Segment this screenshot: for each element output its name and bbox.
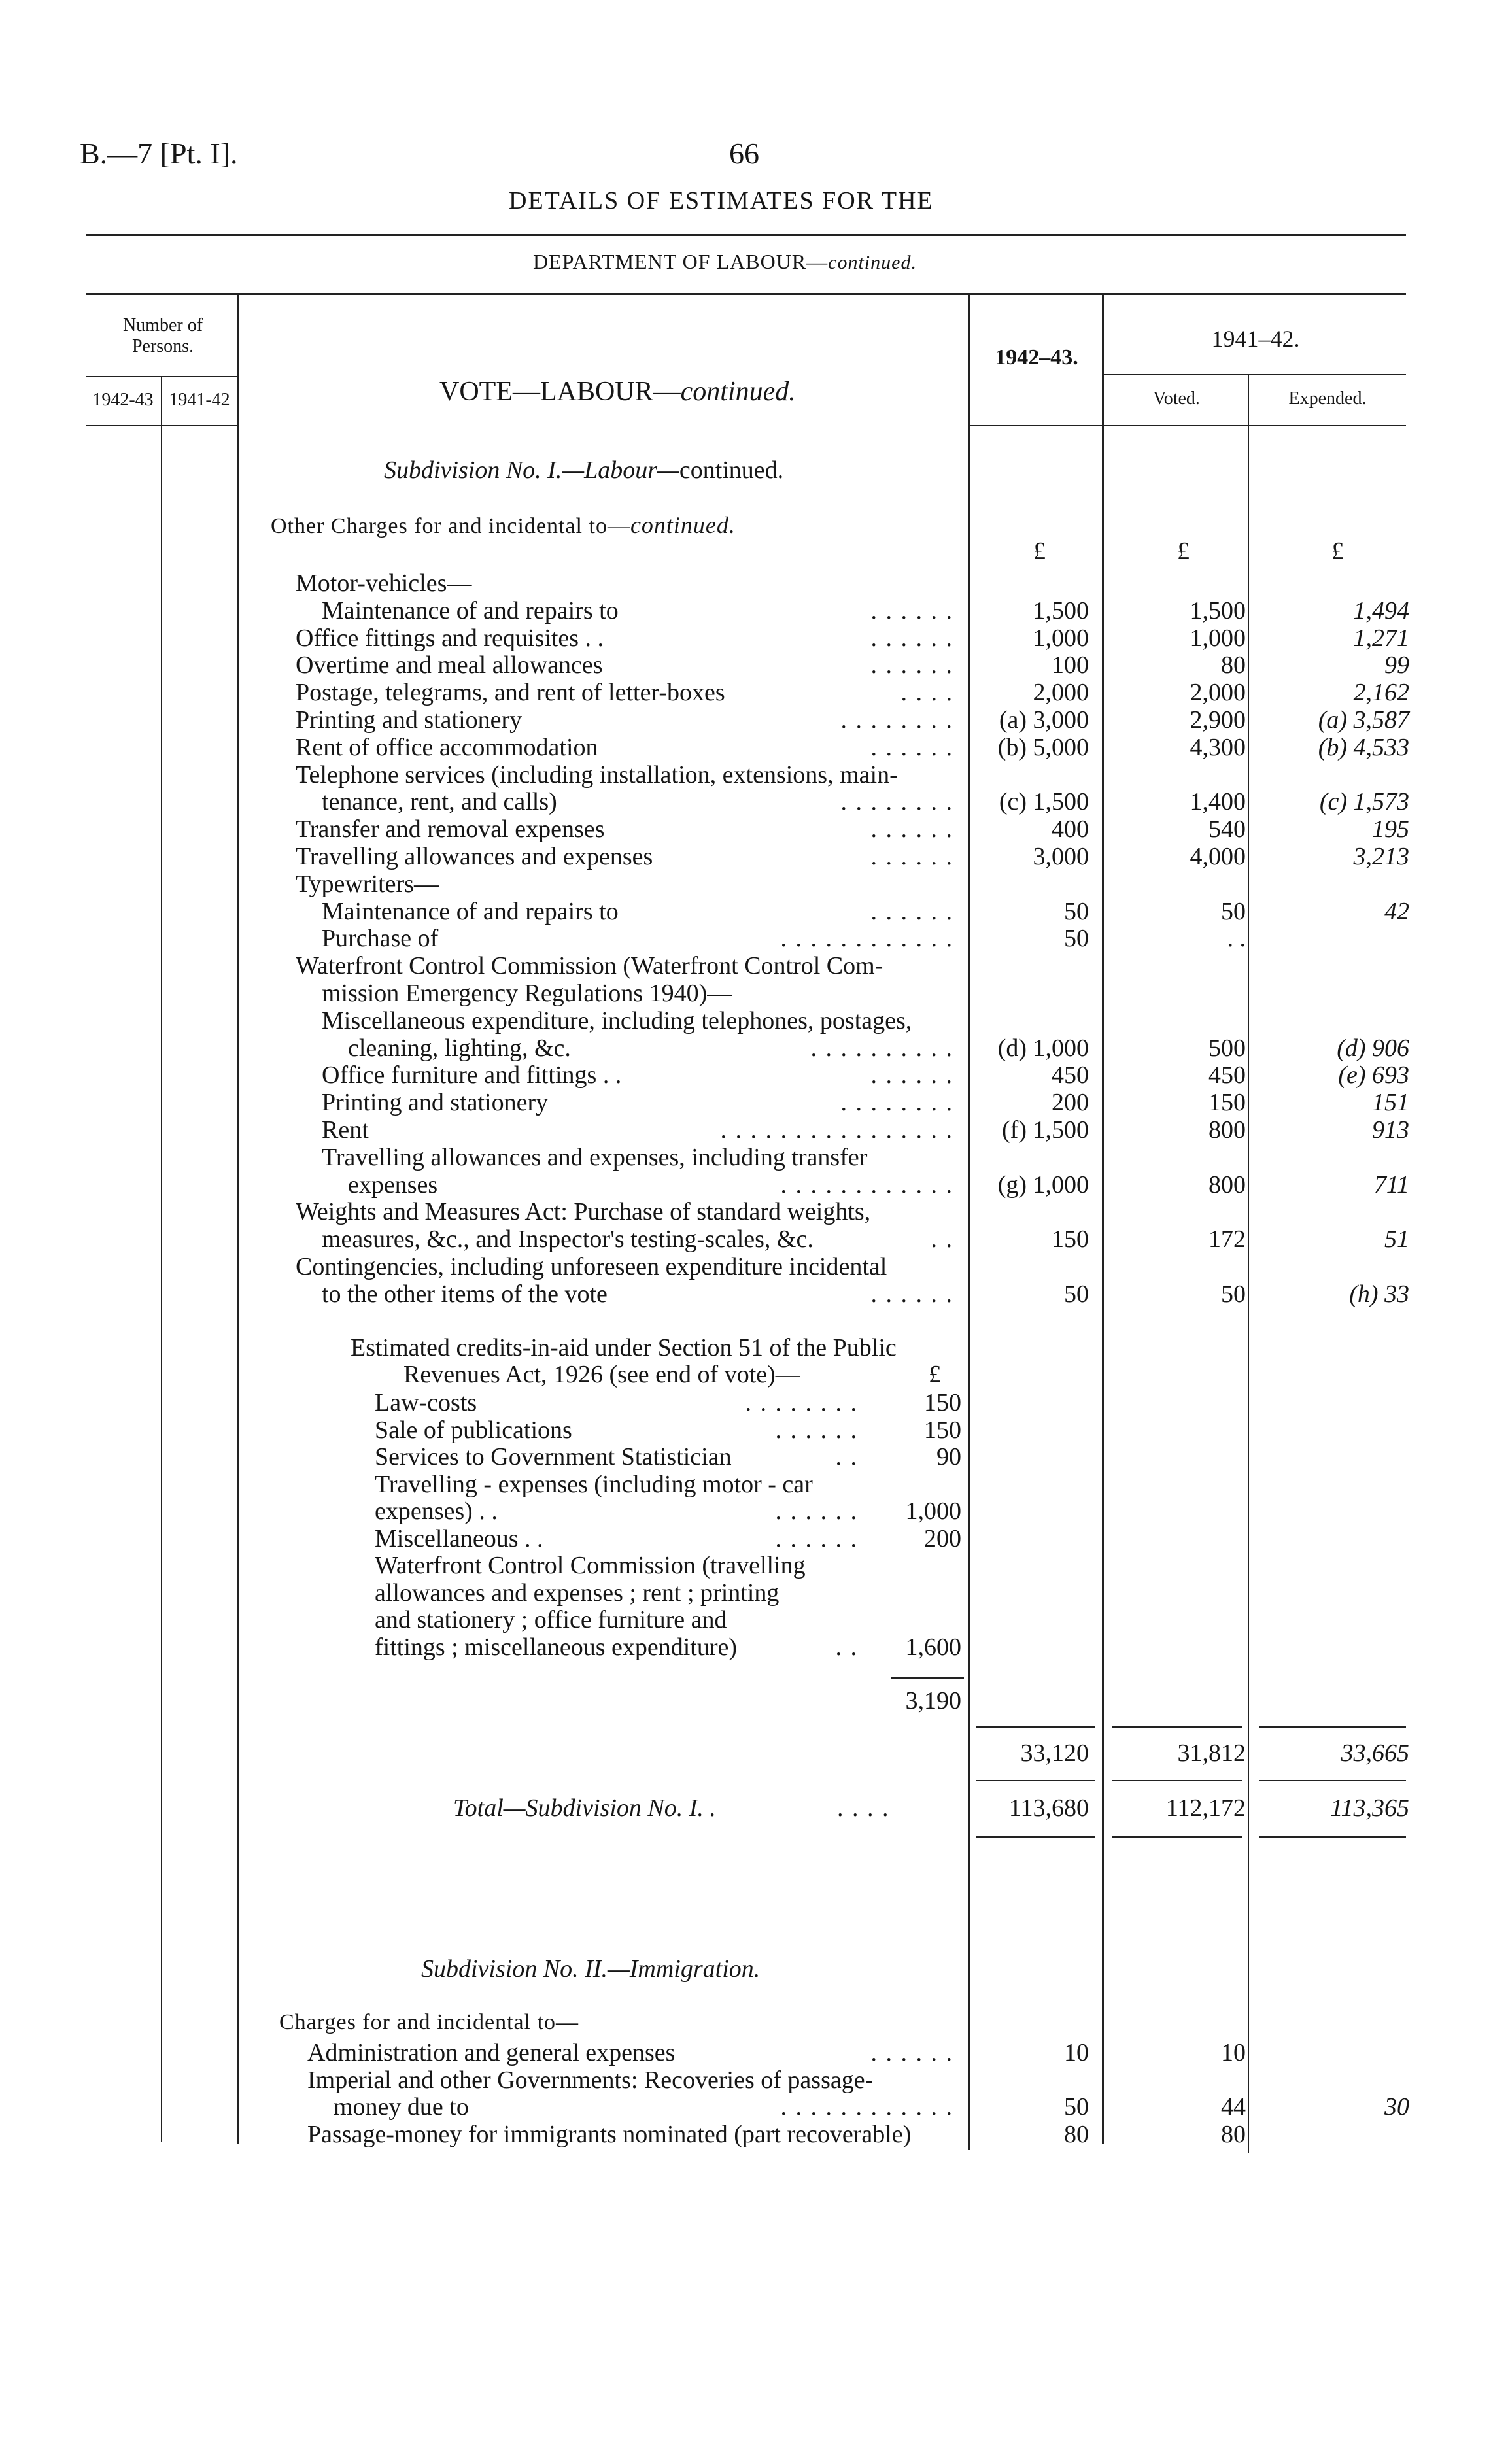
- item-label: Office furniture and fittings . .: [322, 1061, 622, 1089]
- estimate-row: [0, 1144, 1491, 1171]
- item-label: Transfer and removal expenses: [296, 815, 605, 844]
- subtotal-rule-expended: [1259, 1726, 1406, 1728]
- total-subdivision-1-dots: . . . .: [837, 1794, 890, 1822]
- voted-value: 540: [1208, 815, 1246, 844]
- voted-value: 450: [1208, 1061, 1246, 1089]
- department-continued: continued.: [828, 252, 917, 273]
- item-label: Printing and stationery: [296, 706, 523, 734]
- report-reference: B.—7 [Pt. I].: [80, 137, 238, 170]
- leader-dots: . . . . . . . .: [745, 1389, 858, 1416]
- item-label: Purchase of: [322, 925, 439, 953]
- estimate-value: 3,000: [1033, 843, 1089, 870]
- total-subdivision-1-label: Total—Subdivision No. I. .: [453, 1794, 716, 1822]
- estimate-row: [0, 788, 1491, 815]
- expended-value: (e) 693: [1338, 1061, 1409, 1089]
- estimate-value: (c) 1,500: [999, 788, 1089, 816]
- credit-row: [0, 1497, 1491, 1525]
- voted-header: Voted.: [1153, 388, 1200, 409]
- currency-expended: £: [1331, 538, 1344, 565]
- item-label: money due to: [334, 2093, 469, 2121]
- leader-dots: . . . . . .: [870, 624, 953, 652]
- leader-dots: . . . . . .: [870, 596, 953, 625]
- estimate-year-header: 1942–43.: [995, 345, 1078, 369]
- item-label: Waterfront Control Commission (Waterfront Control Com-: [296, 952, 883, 980]
- leader-dots: . . . . . . . .: [840, 706, 953, 734]
- item-label: fittings ; miscellaneous expenditure): [375, 1633, 738, 1661]
- item-label: Administration and general expenses: [307, 2039, 676, 2066]
- expended-value: (b) 4,533: [1318, 733, 1409, 761]
- leader-dots: . . . . . .: [870, 815, 953, 844]
- page-title: DETAILS OF ESTIMATES FOR THE: [509, 187, 934, 214]
- total-rule-top-voted: [1112, 1780, 1242, 1781]
- leader-dots: . . . . . . . . . . . .: [780, 925, 953, 953]
- expended-value: 1,271: [1353, 624, 1409, 652]
- estimate-row: [0, 761, 1491, 789]
- estimate-row: [0, 1035, 1491, 1062]
- total-rule-bottom-est: [976, 1836, 1095, 1838]
- vote-name: VOTE—LABOUR—: [439, 377, 681, 407]
- estimate-value: (f) 1,500: [1002, 1116, 1089, 1144]
- number-of-persons-header: Number of Persons.: [122, 315, 203, 357]
- estimate-row: [0, 1116, 1491, 1144]
- estimate-value: 50: [1064, 1280, 1089, 1308]
- voted-value: 172: [1208, 1225, 1246, 1254]
- item-label: Travelling allowances and expenses, including transfer: [322, 1143, 868, 1171]
- header-rule: [86, 234, 1406, 236]
- expended-value: 51: [1384, 1225, 1409, 1254]
- leader-dots: . . . . . .: [775, 1497, 858, 1525]
- item-label: Miscellaneous . .: [375, 1524, 543, 1552]
- estimate-row: [0, 1089, 1491, 1116]
- credits-total-rule: [891, 1677, 964, 1679]
- credit-row: [0, 1552, 1491, 1579]
- expended-value: 151: [1372, 1089, 1409, 1117]
- currency-est: £: [1033, 538, 1046, 565]
- estimate-row: [0, 952, 1491, 980]
- credit-amount: 200: [924, 1524, 961, 1552]
- total-rule-top-est: [976, 1780, 1095, 1781]
- subtotal-rule-voted: [1112, 1726, 1242, 1728]
- estimate-row: [0, 1061, 1491, 1089]
- item-label: and stationery ; office furniture and: [375, 1606, 727, 1634]
- estimate-row: [0, 898, 1491, 925]
- leader-dots: . . . . . .: [870, 843, 953, 870]
- item-label: to the other items of the vote: [322, 1280, 608, 1308]
- expended-value: 30: [1384, 2093, 1409, 2121]
- expended-value: (a) 3,587: [1318, 706, 1409, 734]
- item-label: Rent of office accommodation: [296, 733, 598, 761]
- estimate-value: (d) 1,000: [997, 1034, 1089, 1062]
- credit-row: [0, 1579, 1491, 1607]
- credit-amount: 90: [936, 1443, 961, 1471]
- credit-row: [0, 1525, 1491, 1552]
- page-number: 66: [729, 137, 759, 170]
- estimate-row: [0, 1253, 1491, 1280]
- voted-value: 1,500: [1190, 596, 1246, 625]
- leader-dots: . . . . . . . .: [840, 788, 953, 816]
- expended-value: 2,162: [1353, 679, 1409, 707]
- voted-value: 50: [1221, 1280, 1246, 1308]
- voted-value: 4,300: [1190, 733, 1246, 761]
- other-charges-continued: continued.: [630, 512, 736, 538]
- estimate-row: [0, 870, 1491, 898]
- expended-value: 195: [1372, 815, 1409, 844]
- leader-dots: . . . . . .: [870, 651, 953, 679]
- department-title: [533, 251, 917, 273]
- estimate-row: [0, 1198, 1491, 1225]
- voted-value: 10: [1221, 2039, 1246, 2066]
- estimate-value: 100: [1052, 651, 1089, 679]
- item-label: Miscellaneous expenditure, including telephones, postages,: [322, 1006, 912, 1035]
- estimate-row: [0, 1225, 1491, 1253]
- expended-header: Expended.: [1288, 388, 1367, 409]
- subdivision-1-continued: continued.: [679, 456, 784, 484]
- leader-dots: . .: [931, 1225, 953, 1254]
- currency-voted: £: [1177, 538, 1190, 565]
- item-label: Telephone services (including installation, extensions, main-: [296, 761, 898, 789]
- prev-year-rule: [1102, 374, 1406, 375]
- subdivision-2-charges-heading: Charges for and incidental to—: [279, 2010, 579, 2034]
- expended-value: 1,494: [1353, 596, 1409, 625]
- credit-row: [0, 1416, 1491, 1444]
- item-label: Rent: [322, 1116, 369, 1144]
- leader-dots: . . . . . .: [775, 1416, 858, 1444]
- credits-currency: £: [929, 1361, 941, 1388]
- leader-dots: . . . . . .: [775, 1524, 858, 1552]
- item-label: Services to Government Statistician: [375, 1443, 732, 1471]
- item-label: Maintenance of and repairs to: [322, 596, 619, 625]
- total-rule-bottom-voted: [1112, 1836, 1242, 1838]
- immigration-row: [0, 2066, 1491, 2094]
- voted-value: 800: [1208, 1116, 1246, 1144]
- item-label: Sale of publications: [375, 1416, 572, 1444]
- vote-title: [439, 378, 796, 405]
- item-label: Printing and stationery: [322, 1089, 549, 1117]
- voted-value: 2,000: [1190, 679, 1246, 707]
- leader-dots: . .: [835, 1443, 858, 1471]
- voted-value: 1,400: [1190, 788, 1246, 816]
- estimate-row: [0, 1280, 1491, 1308]
- item-label: Travelling allowances and expenses: [296, 843, 653, 870]
- expended-value: 913: [1372, 1116, 1409, 1144]
- credit-amount: 1,600: [905, 1633, 961, 1661]
- estimate-value: 150: [1052, 1225, 1089, 1254]
- other-charges-heading: [271, 513, 736, 538]
- voted-value: . .: [1227, 925, 1246, 953]
- credits-heading-line-2: Revenues Act, 1926 (see end of vote)—: [403, 1361, 800, 1388]
- estimate-value: 50: [1064, 925, 1089, 953]
- item-label: cleaning, lighting, &c.: [348, 1034, 571, 1062]
- voted-value: 150: [1208, 1089, 1246, 1117]
- leader-dots: . . . . . .: [870, 733, 953, 761]
- persons-header-rule: [86, 376, 237, 377]
- leader-dots: . . . . . . . . . .: [810, 1034, 953, 1062]
- expended-value: (h) 33: [1349, 1280, 1409, 1308]
- estimate-row: [0, 597, 1491, 625]
- other-charges-label: Other Charges for and incidental to—: [271, 514, 630, 538]
- expended-value: 42: [1384, 897, 1409, 925]
- credit-row: [0, 1606, 1491, 1634]
- estimate-value: 200: [1052, 1089, 1089, 1117]
- immigration-row: [0, 2093, 1491, 2121]
- leader-dots: . . . . . . . . . . . .: [780, 2093, 953, 2121]
- estimate-row: [0, 570, 1491, 597]
- credit-row: [0, 1471, 1491, 1498]
- total-subdivision-1-est: 113,680: [1008, 1794, 1089, 1822]
- leader-dots: . . . . . .: [870, 2039, 953, 2066]
- estimate-row: [0, 1171, 1491, 1199]
- estimate-row: [0, 651, 1491, 679]
- expended-value: (d) 906: [1337, 1034, 1409, 1062]
- item-label: expenses) . .: [375, 1497, 498, 1525]
- item-label: Imperial and other Governments: Recoveries of passage-: [307, 2066, 874, 2094]
- previous-year-header: 1941–42.: [1211, 326, 1300, 352]
- expended-value: 711: [1373, 1171, 1409, 1199]
- voted-value: 80: [1221, 651, 1246, 679]
- item-label: allowances and expenses ; rent ; printing: [375, 1579, 780, 1607]
- subdivision-2-heading: Subdivision No. II.—Immigration.: [421, 1955, 761, 1983]
- item-label: Travelling - expenses (including motor - car: [375, 1470, 813, 1498]
- estimate-value: 450: [1052, 1061, 1089, 1089]
- item-label: expenses: [348, 1171, 438, 1199]
- voted-value: 80: [1221, 2120, 1246, 2148]
- estimate-row: [0, 734, 1491, 761]
- estimate-value: (g) 1,000: [997, 1171, 1089, 1199]
- credit-amount: 150: [924, 1416, 961, 1444]
- expended-value: 3,213: [1353, 843, 1409, 870]
- estimate-value: (a) 3,000: [999, 706, 1089, 734]
- persons-subheader-rule: [86, 425, 237, 426]
- estimate-value: 2,000: [1033, 679, 1089, 707]
- table-top-rule: [86, 293, 1406, 295]
- voted-value: 44: [1221, 2093, 1246, 2121]
- estimate-value: 10: [1064, 2039, 1089, 2066]
- voted-value: 2,900: [1190, 706, 1246, 734]
- estimate-row: [0, 706, 1491, 734]
- item-label: Typewriters—: [296, 870, 439, 898]
- credit-row: [0, 1443, 1491, 1471]
- estimate-row: [0, 679, 1491, 706]
- expended-value: (c) 1,573: [1319, 788, 1409, 816]
- item-label: Maintenance of and repairs to: [322, 897, 619, 925]
- item-label: Passage-money for immigrants nominated (part recoverable): [307, 2120, 912, 2148]
- total-subdivision-1-voted: 112,172: [1165, 1794, 1246, 1822]
- item-label: tenance, rent, and calls): [322, 788, 557, 816]
- estimate-value: (b) 5,000: [997, 733, 1089, 761]
- leader-dots: . . . . . .: [870, 1061, 953, 1089]
- leader-dots: . . . . . . . . . . . .: [780, 1171, 953, 1199]
- item-label: Weights and Measures Act: Purchase of standard weights,: [296, 1198, 871, 1226]
- total-subdivision-1-expended: 113,365: [1330, 1794, 1409, 1822]
- credit-row: [0, 1634, 1491, 1661]
- department-name: DEPARTMENT OF LABOUR—: [533, 250, 829, 273]
- subtotal-est: 33,120: [1020, 1739, 1089, 1767]
- year-header-1942: 1942-43: [92, 390, 154, 410]
- immigration-row: [0, 2039, 1491, 2066]
- voted-value: 1,000: [1190, 624, 1246, 652]
- credit-amount: 150: [924, 1389, 961, 1416]
- item-label: Waterfront Control Commission (travelling: [375, 1552, 806, 1579]
- leader-dots: . .: [835, 1633, 858, 1661]
- voted-value: 4,000: [1190, 843, 1246, 870]
- estimate-row: [0, 625, 1491, 652]
- item-label: Office fittings and requisites . .: [296, 624, 604, 652]
- item-label: Postage, telegrams, and rent of letter-boxes: [296, 679, 725, 707]
- leader-dots: . . . . . . . .: [840, 1089, 953, 1117]
- subdivision-1-heading: [384, 458, 783, 483]
- year-header-1941: 1941-42: [169, 390, 230, 410]
- estimate-value: 80: [1064, 2120, 1089, 2148]
- estimate-row: [0, 925, 1491, 952]
- item-label: Motor-vehicles—: [296, 570, 472, 597]
- subtotal-rule-est: [976, 1726, 1095, 1728]
- credits-heading-line-1: Estimated credits-in-aid under Section 51 of the Public: [351, 1334, 897, 1361]
- item-label: Law-costs: [375, 1389, 477, 1416]
- leader-dots: . . . . . .: [870, 1280, 953, 1308]
- voted-value: 800: [1208, 1171, 1246, 1199]
- immigration-row: [0, 2121, 1491, 2148]
- estimate-value: 1,500: [1033, 596, 1089, 625]
- estimate-row: [0, 843, 1491, 870]
- item-label: mission Emergency Regulations 1940)—: [322, 980, 732, 1007]
- item-label: measures, &c., and Inspector's testing-scales, &c.: [322, 1225, 814, 1254]
- column-header-bottom-rule: [968, 425, 1406, 426]
- leader-dots: . . . . . .: [870, 897, 953, 925]
- voted-value: 50: [1221, 897, 1246, 925]
- estimate-value: 1,000: [1033, 624, 1089, 652]
- estimate-row: [0, 980, 1491, 1007]
- subdivision-1-title: Subdivision No. I.—Labour—: [384, 456, 679, 484]
- expended-value: 99: [1384, 651, 1409, 679]
- vote-continued: continued.: [680, 377, 796, 407]
- credit-row: [0, 1389, 1491, 1416]
- subtotal-voted: 31,812: [1177, 1739, 1246, 1767]
- estimate-value: 50: [1064, 897, 1089, 925]
- voted-value: 500: [1208, 1034, 1246, 1062]
- estimate-row: [0, 1007, 1491, 1035]
- subtotal-expended: 33,665: [1341, 1739, 1409, 1767]
- estimate-value: 50: [1064, 2093, 1089, 2121]
- leader-dots: . . . .: [900, 679, 953, 707]
- leader-dots: . . . . . . . . . . . . . . . .: [720, 1116, 953, 1144]
- estimate-value: 400: [1052, 815, 1089, 844]
- total-rule-bottom-expended: [1259, 1836, 1406, 1838]
- total-rule-top-expended: [1259, 1780, 1406, 1781]
- credit-amount: 1,000: [905, 1497, 961, 1525]
- credits-total: 3,190: [905, 1687, 961, 1715]
- item-label: Overtime and meal allowances: [296, 651, 603, 679]
- item-label: Contingencies, including unforeseen expenditure incidental: [296, 1253, 887, 1280]
- estimate-row: [0, 815, 1491, 843]
